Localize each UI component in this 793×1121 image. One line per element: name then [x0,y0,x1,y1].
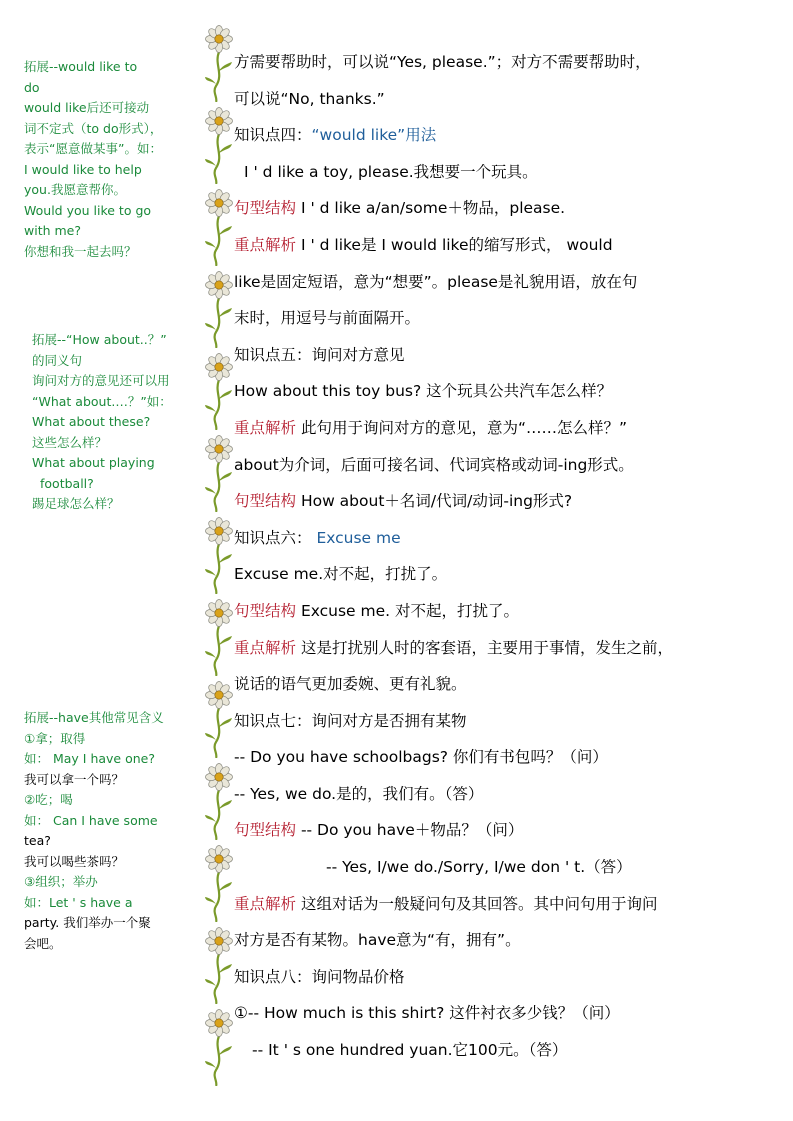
note-line: ①拿；取得 [24,730,86,746]
analysis-line [234,886,774,923]
section-heading-four [234,117,774,154]
note-line: 拓展--have其他常见含义 [24,710,164,725]
heading-label: 知识点六： [234,528,312,547]
pattern-text: I ' d like a/an/some＋物品，please. [296,199,566,218]
pattern-line [234,812,774,849]
note-line: I would like to help [24,161,142,177]
note-line: 我可以拿一个吗？ [24,771,125,787]
note-line: 表示“愿意做某事”。如： [24,141,162,156]
analysis-tag: 重点解析 [234,418,297,437]
note-line: ②吃；喝 [24,792,73,807]
dialog-question: -- Do you have schoolbags? 你们有书包吗？（问） [234,748,608,767]
section-heading-seven: 知识点七：询问对方是否拥有某物 [234,711,467,730]
note-line: What about these? [32,414,151,429]
daisy-flower-icon [202,432,238,512]
daisy-flower-icon [202,596,238,676]
note-line: 拓展--would like to [24,59,138,74]
pattern-tag: 句型结构 [234,821,297,840]
pattern-tag: 句型结构 [234,601,297,620]
example-sentence: How about this toy bus? 这个玩具公共汽车怎么样？ [234,382,613,401]
dialog-answer: -- Yes, we do.是的，我们有。（答） [234,784,484,803]
note-line: 词不定式（to do形式）， [24,120,163,136]
text-line: 可以说“No, thanks.” [234,89,385,108]
main-content [234,44,774,1069]
text-line: like是固定短语，意为“想要”。please是礼貌用语，放在句 [234,272,638,291]
note-line: football? [40,475,94,491]
section-heading-five: 知识点五：询问对方意见 [234,345,405,364]
note-line: would like后还可接动 [24,100,150,115]
heading-title: Excuse me [311,528,401,547]
note-line: 会吧。 [24,935,62,951]
daisy-flower-icon [202,104,238,184]
pattern-line [234,593,774,630]
sidebar-note-have [24,708,204,954]
text-line: about为介词，后面可接名词、代词宾格或动词-ing形式。 [234,455,634,474]
heading-title: “would like”用法 [311,126,437,145]
note-line: 如：Let ' s have a [24,894,133,910]
dialog-answer: -- It ' s one hundred yuan.它100元。（答） [252,1041,568,1060]
analysis-text: I ' d like是 I would like的缩写形式， would [296,235,613,254]
note-line: 如： Can I have some [24,812,158,828]
daisy-flower-icon [202,1006,238,1086]
heading-label: 知识点四： [234,126,312,145]
note-line: “What about.…？”如： [32,393,172,409]
pattern-text: Excuse me. 对不起，打扰了。 [296,601,520,620]
pattern-tag: 句型结构 [234,199,297,218]
note-line: 如： May I have one? [24,751,155,766]
analysis-line [234,227,774,264]
section-heading-eight: 知识点八：询问物品价格 [234,967,405,986]
note-line: tea? [24,833,51,848]
note-line: Would you like to go [24,202,152,218]
daisy-flower-icon [202,350,238,430]
note-line: with me? [24,223,81,238]
example-sentence: I ' d like a toy, please.我想要一个玩具。 [244,162,538,181]
sidebar-note-would-like [24,57,204,262]
analysis-text: 此句用于询问对方的意见，意为“……怎么样？” [296,418,628,437]
note-line: 拓展--“How about..？” [32,332,167,347]
daisy-flower-icon [202,514,238,594]
analysis-line [234,630,774,667]
analysis-tag: 重点解析 [234,894,297,913]
daisy-flower-icon [202,842,238,922]
note-line: do [24,79,40,95]
pattern-line [234,190,774,227]
note-line: you.我愿意帮你。 [24,182,126,197]
pattern-answer: -- Yes, I/we do./Sorry, I/we don ' t.（答） [326,858,632,877]
analysis-line [234,410,774,447]
note-line: ③组织；举办 [24,874,98,889]
text-line: 说话的语气更加委婉、更有礼貌。 [234,675,467,694]
analysis-tag: 重点解析 [234,638,297,657]
pattern-line [234,483,774,520]
daisy-flower-icon [202,22,238,102]
section-heading-six [234,520,774,557]
daisy-flower-icon [202,268,238,348]
analysis-text: 这组对话为一般疑问句及其回答。其中问句用于询问 [296,894,658,913]
pattern-text: How about＋名词/代词/动词-ing形式? [296,492,573,511]
analysis-text: 这是打扰别人时的客套语，主要用于事情，发生之前， [296,638,673,657]
text-line: 末时，用逗号与前面隔开。 [234,309,421,328]
note-line: 你想和我一起去吗？ [24,243,137,259]
text-line: 方需要帮助时，可以说“Yes, please.”；对方不需要帮助时， [234,53,651,71]
pattern-text: -- Do you have＋物品？（问） [296,821,524,840]
pattern-tag: 句型结构 [234,492,297,511]
daisy-flower-icon [202,924,238,1004]
note-line: What about playing [32,455,155,470]
daisy-flower-icon [202,186,238,266]
note-line: 这些怎么样？ [32,434,108,450]
analysis-tag: 重点解析 [234,235,297,254]
note-line: 踢足球怎么样？ [32,496,120,511]
example-sentence: Excuse me.对不起，打扰了。 [234,565,448,584]
dialog-question: ①-- How much is this shirt? 这件衬衣多少钱？（问） [234,1004,620,1023]
note-line: 我可以喝些茶吗？ [24,853,125,869]
note-line: party. 我们举办一个聚 [24,915,151,930]
sidebar-note-how-about [32,330,212,515]
text-line: 对方是否有某物。have意为“有，拥有”。 [234,931,521,950]
daisy-flower-icon [202,760,238,840]
note-line: 询问对方的意见还可以用 [32,373,170,388]
daisy-flower-icon [202,678,238,758]
note-line: 的同义句 [32,352,83,368]
